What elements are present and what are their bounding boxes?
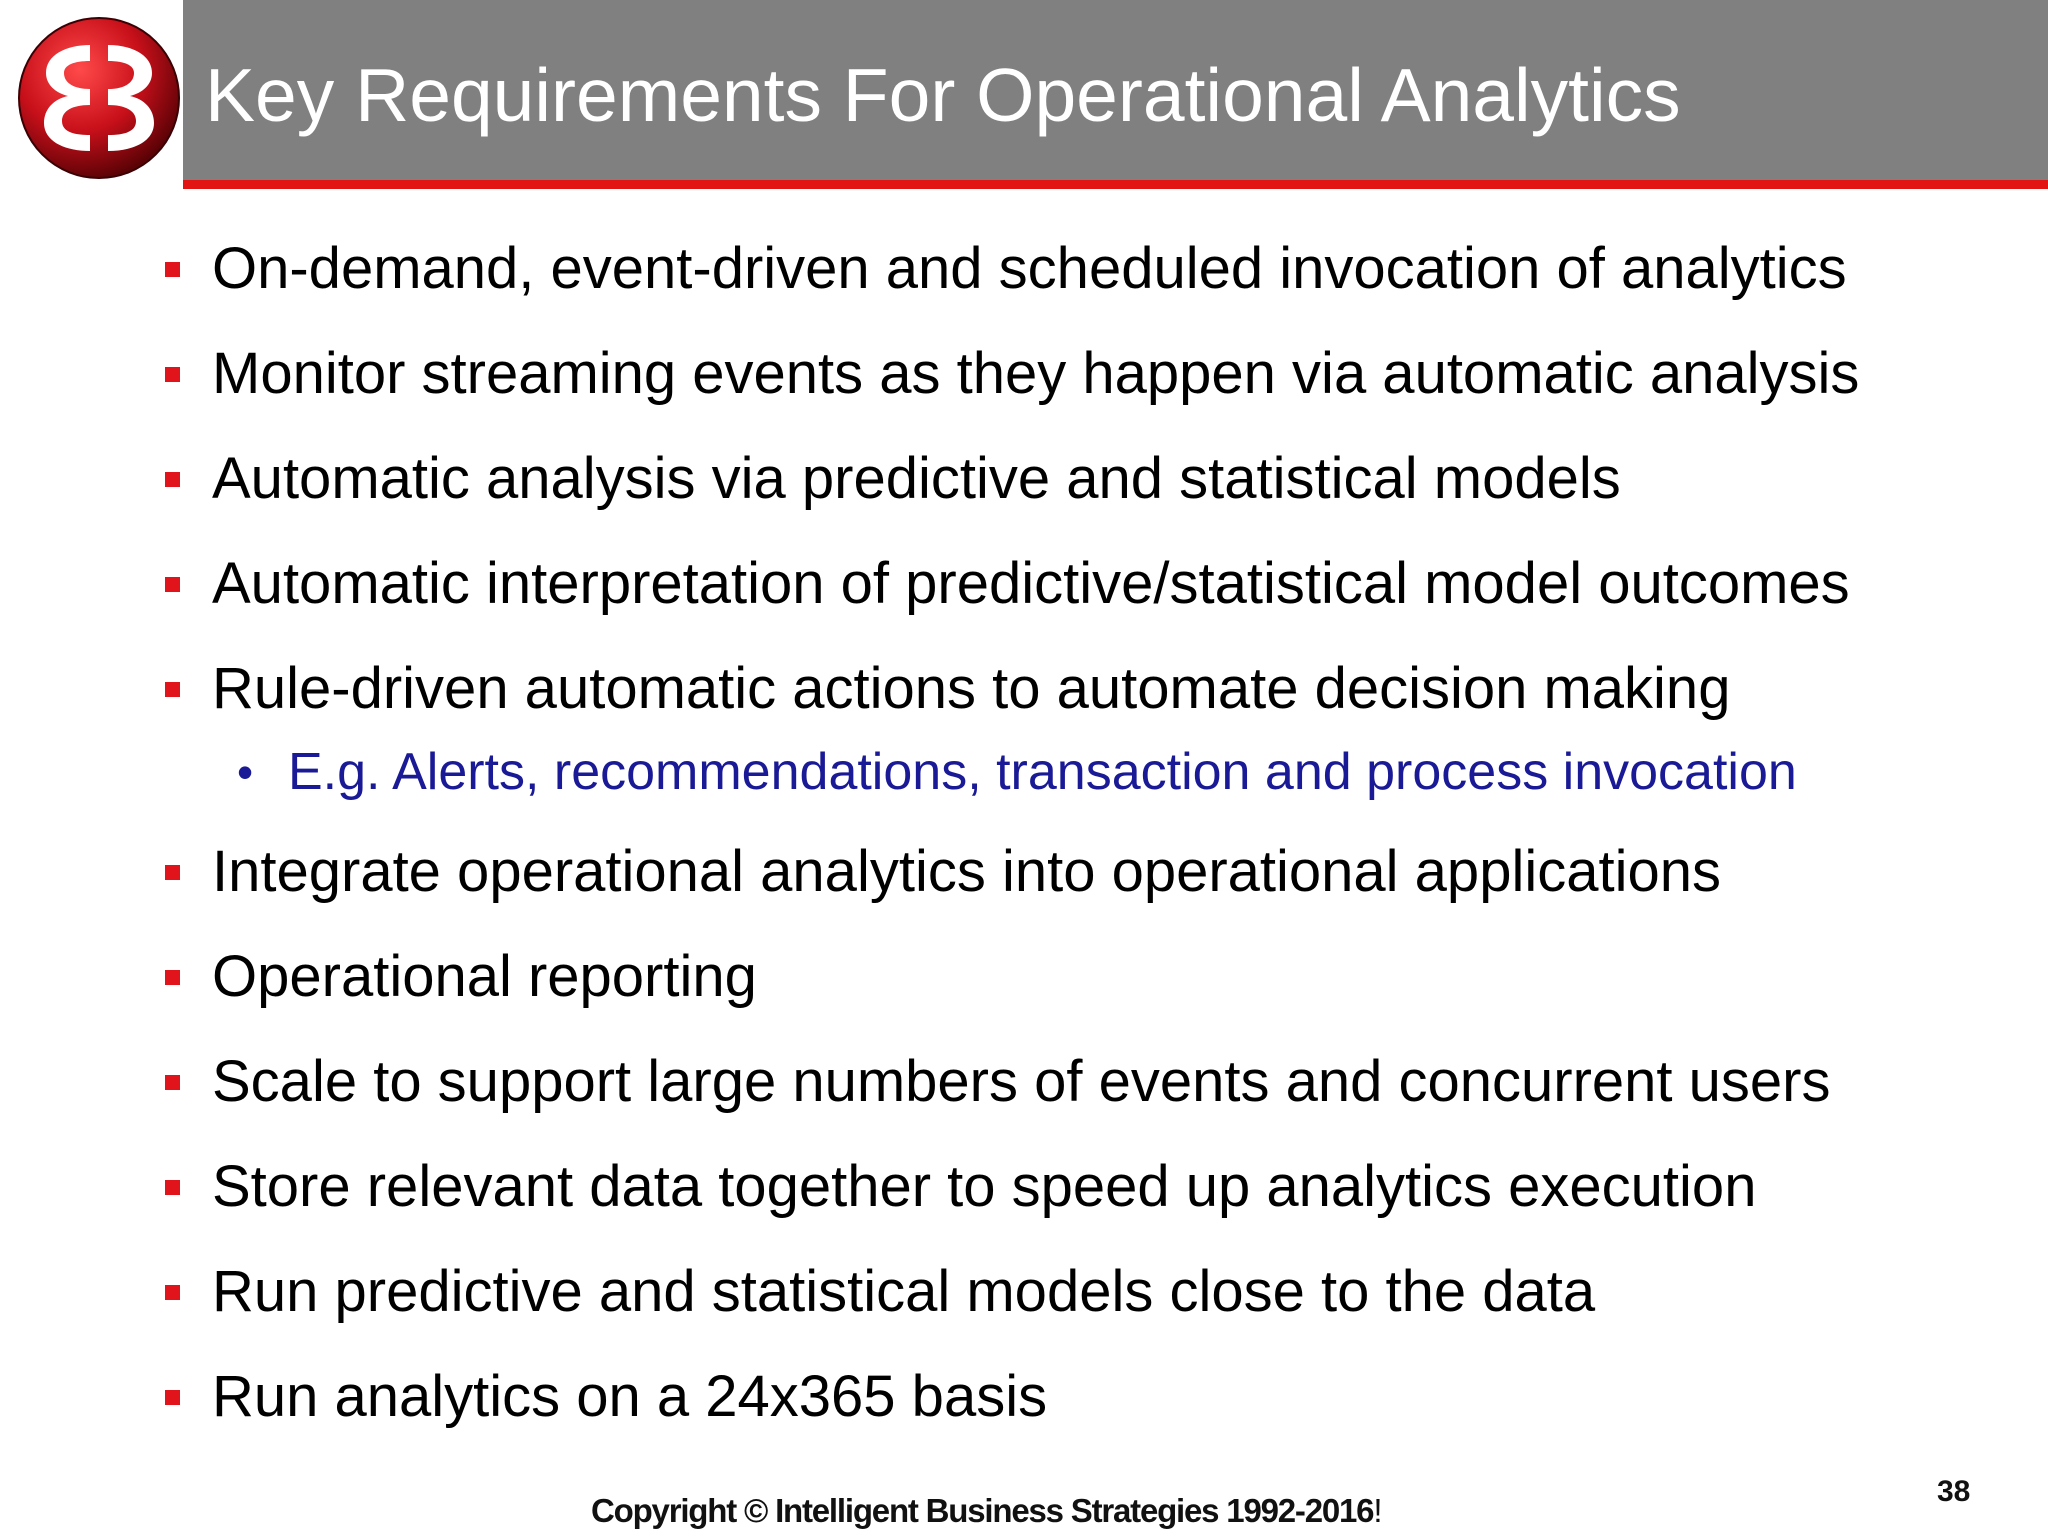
bullet-square-icon bbox=[165, 682, 180, 697]
copyright-footer bbox=[591, 1491, 1381, 1531]
bullet-square-icon bbox=[165, 1075, 180, 1090]
bullet-text: Store relevant data together to speed up analytics execution bbox=[212, 1154, 1757, 1219]
bullet-square-icon bbox=[165, 577, 180, 592]
bullet-text: Run predictive and statistical models close to the data bbox=[212, 1259, 1596, 1324]
bullet-square-icon bbox=[165, 262, 180, 277]
copyright-text: Copyright © Intelligent Business Strategies 1992-2016 bbox=[591, 1492, 1374, 1529]
bullet-square-icon bbox=[165, 472, 180, 487]
bullet-square-icon bbox=[165, 367, 180, 382]
bullet-text: Rule-driven automatic actions to automate decision making bbox=[212, 656, 1731, 721]
bullet-text: Integrate operational analytics into operational applications bbox=[212, 839, 1721, 904]
company-logo-icon bbox=[16, 15, 182, 181]
bullet-text: Run analytics on a 24x365 basis bbox=[212, 1364, 1048, 1429]
slide-title: Key Requirements For Operational Analytics bbox=[205, 53, 1681, 137]
copyright-suffix: ! bbox=[1373, 1492, 1382, 1529]
bullet-square-icon bbox=[165, 1390, 180, 1405]
bullet-text: Automatic interpretation of predictive/statistical model outcomes bbox=[212, 551, 1850, 616]
bullet-square-icon bbox=[165, 1180, 180, 1195]
bullet-text: Operational reporting bbox=[212, 944, 757, 1009]
bullet-square-icon bbox=[165, 1285, 180, 1300]
bullet-text: Scale to support large numbers of events and concurrent users bbox=[212, 1049, 1831, 1114]
page-number: 38 bbox=[1937, 1475, 1971, 1508]
bullet-square-icon bbox=[165, 865, 180, 880]
title-underline bbox=[183, 180, 2048, 189]
bullet-text: On-demand, event-driven and scheduled invocation of analytics bbox=[212, 236, 1847, 301]
bullet-text: Automatic analysis via predictive and statistical models bbox=[212, 446, 1621, 511]
bullet-text: Monitor streaming events as they happen via automatic analysis bbox=[212, 341, 1860, 406]
sub-bullet-text: E.g. Alerts, recommendations, transaction and process invocation bbox=[288, 743, 1797, 801]
bullet-square-icon bbox=[165, 970, 180, 985]
sub-bullet-dot-icon: • bbox=[237, 746, 254, 798]
